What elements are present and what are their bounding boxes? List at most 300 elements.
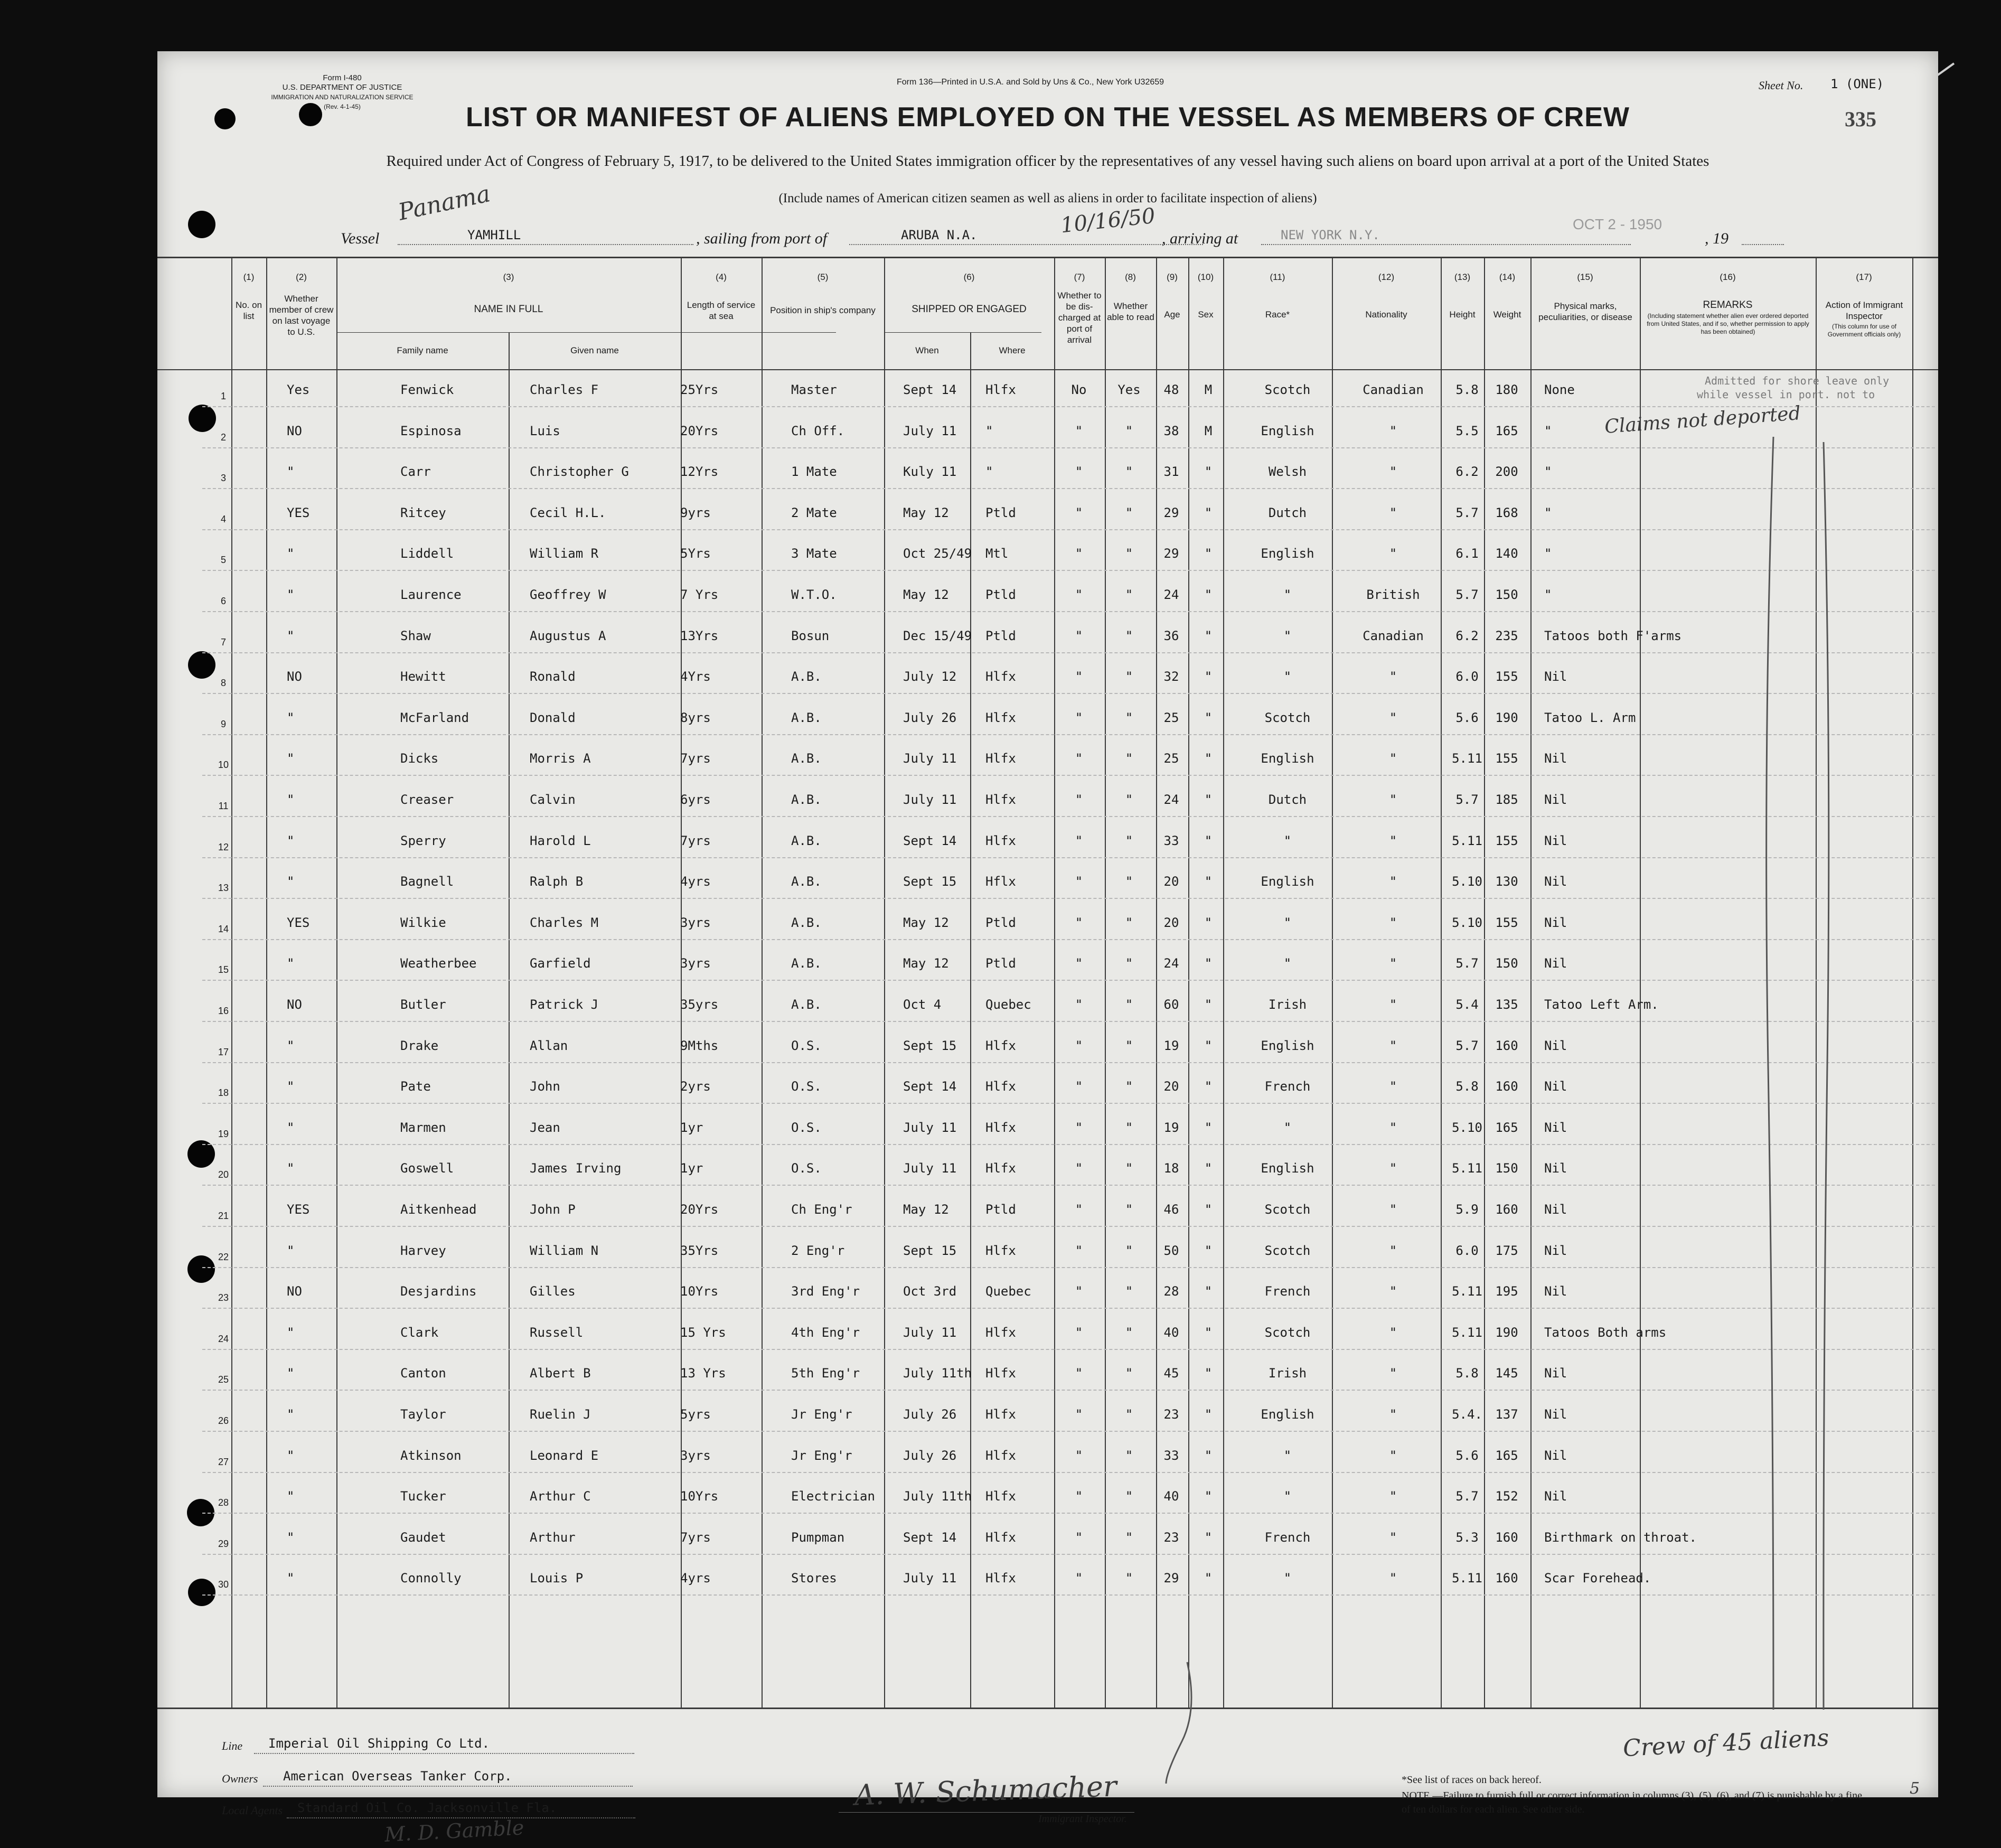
height-cell: 5.4 bbox=[1455, 997, 1479, 1012]
engaged-where-cell: Hlfx bbox=[985, 833, 1016, 848]
service-length-cell: 3yrs bbox=[680, 956, 711, 971]
position-cell: Ch Eng'r bbox=[791, 1202, 852, 1217]
crew-table-body bbox=[157, 51, 1938, 1797]
nationality-cell: " bbox=[1389, 1120, 1397, 1135]
able-read-cell: " bbox=[1125, 1079, 1133, 1094]
engaged-when-cell: Sept 14 bbox=[903, 833, 957, 848]
race-cell: " bbox=[1283, 669, 1292, 684]
physical-marks-cell: Tatoos both F'arms bbox=[1544, 628, 1682, 643]
row-number: 7 bbox=[220, 636, 226, 648]
given-name-cell: Geoffrey W bbox=[530, 587, 606, 602]
given-name-cell: Calvin bbox=[530, 792, 576, 807]
owners-underline bbox=[263, 1786, 633, 1787]
given-name-cell: Arthur bbox=[530, 1530, 576, 1545]
physical-marks-cell: Tatoos Both arms bbox=[1544, 1325, 1667, 1340]
row-rule bbox=[202, 1226, 1935, 1227]
manifest-sheet bbox=[157, 51, 1938, 1846]
age-cell: 24 bbox=[1163, 792, 1179, 807]
row-number: 2 bbox=[220, 431, 226, 443]
col-num: (5) bbox=[817, 272, 829, 282]
position-cell: 2 Mate bbox=[791, 505, 837, 520]
nationality-cell: " bbox=[1389, 1202, 1397, 1217]
discharged-cell: " bbox=[1075, 628, 1083, 643]
page-subtitle-note: (Include names of American citizen seamen as well as aliens in order to facilitate inspection of aliens) bbox=[778, 191, 1317, 205]
row-number: 23 bbox=[218, 1292, 229, 1303]
given-name-cell: Charles M bbox=[530, 915, 599, 930]
position-cell: Master bbox=[791, 382, 837, 397]
able-read-cell: " bbox=[1125, 792, 1133, 807]
able-read-cell: " bbox=[1125, 1448, 1133, 1463]
given-name-cell: Ralph B bbox=[530, 874, 584, 889]
prior-voyage-cell: " bbox=[287, 1571, 295, 1586]
family-name-cell: Wilkie bbox=[400, 915, 446, 930]
physical-marks-cell: " bbox=[1544, 587, 1552, 602]
height-cell: 6.0 bbox=[1455, 1243, 1479, 1258]
family-name-cell: Pate bbox=[400, 1079, 431, 1094]
engaged-when-cell: Sept 15 bbox=[903, 1243, 957, 1258]
row-number: 12 bbox=[218, 841, 229, 852]
nationality-cell: " bbox=[1389, 956, 1397, 971]
table-row bbox=[157, 1476, 1938, 1517]
table-row bbox=[157, 452, 1938, 492]
table-row bbox=[157, 1312, 1938, 1353]
race-cell: Dutch bbox=[1268, 505, 1307, 520]
sex-cell: " bbox=[1204, 1325, 1213, 1340]
prior-voyage-cell: " bbox=[287, 1079, 295, 1094]
family-name-cell: Connolly bbox=[400, 1571, 462, 1586]
family-name-cell: Fenwick bbox=[400, 382, 454, 397]
engaged-where-cell: Ptld bbox=[985, 1202, 1016, 1217]
engaged-when-cell: July 11 bbox=[903, 1120, 957, 1135]
discharged-cell: " bbox=[1075, 915, 1083, 930]
given-name-cell: Ronald bbox=[530, 669, 576, 684]
nationality-cell: " bbox=[1389, 669, 1397, 684]
service-length-cell: 10Yrs bbox=[680, 1489, 719, 1504]
prior-voyage-cell: " bbox=[287, 1120, 295, 1135]
family-name-cell: Espinosa bbox=[400, 423, 462, 438]
age-cell: 50 bbox=[1163, 1243, 1179, 1258]
engaged-when-cell: July 26 bbox=[903, 1407, 957, 1422]
able-read-cell: " bbox=[1125, 587, 1133, 602]
engaged-when-cell: Oct 3rd bbox=[903, 1284, 957, 1299]
family-name-cell: Liddell bbox=[400, 546, 454, 561]
remarks-handwritten: Claims not deported bbox=[1604, 402, 1801, 438]
service-length-cell: 4yrs bbox=[680, 874, 711, 889]
service-length-cell: 13Yrs bbox=[680, 628, 719, 643]
weight-cell: 160 bbox=[1495, 1571, 1518, 1586]
sex-cell: " bbox=[1204, 1489, 1213, 1504]
nationality-cell: " bbox=[1389, 1161, 1397, 1176]
race-cell: English bbox=[1261, 546, 1314, 561]
agents-underline bbox=[287, 1817, 635, 1818]
family-name-cell: Ritcey bbox=[400, 505, 446, 520]
service-length-cell: 35yrs bbox=[680, 997, 719, 1012]
race-cell: English bbox=[1261, 751, 1314, 766]
weight-cell: 130 bbox=[1495, 874, 1518, 889]
col-num: (17) bbox=[1856, 272, 1872, 282]
height-cell: 5.11 bbox=[1452, 1284, 1482, 1299]
nationality-cell: " bbox=[1389, 997, 1397, 1012]
family-name-cell: Goswell bbox=[400, 1161, 454, 1176]
arrival-date-stamp: OCT 2 - 1950 bbox=[1573, 216, 1662, 232]
table-row bbox=[157, 821, 1938, 861]
engaged-where-cell: Hlfx bbox=[985, 1489, 1016, 1504]
given-name-cell: Garfield bbox=[530, 956, 591, 971]
row-rule bbox=[202, 816, 1935, 817]
col-header-remarks-note: (Including statement whether alien ever ordered deported from United States, and if so, whether permission to apply has been obtained) bbox=[1647, 312, 1809, 335]
row-rule bbox=[202, 1308, 1935, 1309]
col-num: (9) bbox=[1167, 272, 1178, 282]
nationality-cell: " bbox=[1389, 792, 1397, 807]
race-cell: Scotch bbox=[1264, 382, 1311, 397]
row-number: 1 bbox=[220, 391, 226, 401]
row-rule bbox=[202, 857, 1935, 858]
given-name-cell: Donald bbox=[530, 710, 576, 725]
age-cell: 48 bbox=[1163, 382, 1179, 397]
printer-line: Form 136—Printed in U.S.A. and Sold by Uns & Co., New York U32659 bbox=[897, 78, 1164, 87]
discharged-cell: " bbox=[1075, 1366, 1083, 1381]
height-cell: 5.4. bbox=[1452, 1407, 1482, 1422]
nationality-cell: " bbox=[1389, 915, 1397, 930]
weight-cell: 155 bbox=[1495, 751, 1518, 766]
weight-cell: 150 bbox=[1495, 956, 1518, 971]
sex-cell: " bbox=[1204, 915, 1213, 930]
col-header-shipped: SHIPPED OR ENGAGED bbox=[912, 304, 1027, 315]
col-num: (6) bbox=[963, 272, 975, 282]
form-revision: (Rev. 4-1-45) bbox=[324, 103, 361, 110]
row-number: 3 bbox=[220, 473, 226, 484]
able-read-cell: " bbox=[1125, 956, 1133, 971]
col-header-length: Length of service at sea bbox=[687, 300, 756, 321]
weight-cell: 165 bbox=[1495, 1120, 1518, 1135]
weight-cell: 160 bbox=[1495, 1038, 1518, 1053]
row-number: 27 bbox=[218, 1456, 229, 1467]
given-name-cell: Arthur C bbox=[530, 1489, 591, 1504]
engaged-where-cell: Hlfx bbox=[985, 710, 1016, 725]
given-name-cell: Luis bbox=[530, 423, 560, 438]
service-length-cell: 3yrs bbox=[680, 1448, 711, 1463]
row-rule bbox=[202, 488, 1935, 489]
service-length-cell: 8yrs bbox=[680, 710, 711, 725]
prior-voyage-cell: " bbox=[287, 546, 295, 561]
able-read-cell: " bbox=[1125, 423, 1133, 438]
engaged-when-cell: July 11 bbox=[903, 1161, 957, 1176]
engaged-where-cell: " bbox=[985, 423, 993, 438]
inspector-signature: A. W. Schumacher bbox=[854, 1769, 1117, 1812]
col-num: (8) bbox=[1125, 272, 1136, 282]
discharged-cell: " bbox=[1075, 997, 1083, 1012]
prior-voyage-cell: " bbox=[287, 1489, 295, 1504]
engaged-when-cell: May 12 bbox=[903, 587, 949, 602]
sheet-label: Sheet No. bbox=[1759, 79, 1803, 92]
date-handwritten: 10/16/50 bbox=[1059, 203, 1157, 238]
height-cell: 5.7 bbox=[1455, 1038, 1479, 1053]
engaged-where-cell: Hlfx bbox=[985, 1325, 1016, 1340]
engaged-where-cell: Hlfx bbox=[985, 1079, 1016, 1094]
prior-voyage-cell: Yes bbox=[287, 382, 310, 397]
position-cell: O.S. bbox=[791, 1161, 822, 1176]
discharged-cell: " bbox=[1075, 710, 1083, 725]
races-note: *See list of races on back hereof. bbox=[1402, 1774, 1542, 1786]
height-cell: 5.8 bbox=[1455, 1079, 1479, 1094]
family-name-cell: Atkinson bbox=[400, 1448, 462, 1463]
col-num: (10) bbox=[1197, 272, 1214, 282]
col-num: (4) bbox=[716, 272, 727, 282]
physical-marks-cell: Nil bbox=[1544, 792, 1567, 807]
given-name-cell: Jean bbox=[530, 1120, 560, 1135]
weight-cell: 145 bbox=[1495, 1366, 1518, 1381]
service-length-cell: 4yrs bbox=[680, 1571, 711, 1586]
col-header-read: Whether able to read bbox=[1107, 301, 1154, 322]
physical-marks-cell: None bbox=[1544, 382, 1575, 397]
discharged-cell: " bbox=[1075, 464, 1083, 480]
prior-voyage-cell: " bbox=[287, 1161, 295, 1176]
row-number: 17 bbox=[218, 1046, 229, 1057]
position-cell: 3rd Eng'r bbox=[791, 1284, 860, 1299]
sex-cell: " bbox=[1204, 1120, 1213, 1135]
row-number: 20 bbox=[218, 1169, 229, 1180]
service-length-cell: 2yrs bbox=[680, 1079, 711, 1094]
age-cell: 29 bbox=[1163, 1571, 1179, 1586]
race-cell: " bbox=[1283, 1120, 1292, 1135]
race-cell: Welsh bbox=[1268, 464, 1307, 480]
race-cell: " bbox=[1283, 833, 1292, 848]
given-name-cell: Allan bbox=[530, 1038, 568, 1053]
age-cell: 32 bbox=[1163, 669, 1179, 684]
age-cell: 20 bbox=[1163, 1079, 1179, 1094]
weight-cell: 180 bbox=[1495, 382, 1518, 397]
flag-handwritten: Panama bbox=[396, 180, 493, 226]
position-cell: A.B. bbox=[791, 956, 822, 971]
engaged-where-cell: Hlfx bbox=[985, 1571, 1016, 1586]
given-name-cell: Harold L bbox=[530, 833, 591, 848]
sex-cell: " bbox=[1204, 1243, 1213, 1258]
row-number: 30 bbox=[218, 1579, 229, 1590]
engaged-where-cell: Quebec bbox=[985, 1284, 1031, 1299]
able-read-cell: " bbox=[1125, 1284, 1133, 1299]
row-rule bbox=[202, 898, 1935, 899]
discharged-cell: " bbox=[1075, 669, 1083, 684]
position-cell: A.B. bbox=[791, 874, 822, 889]
position-cell: O.S. bbox=[791, 1079, 822, 1094]
prior-voyage-cell: " bbox=[287, 956, 295, 971]
weight-cell: 160 bbox=[1495, 1530, 1518, 1545]
table-row bbox=[157, 1066, 1938, 1107]
weight-cell: 135 bbox=[1495, 997, 1518, 1012]
given-name-cell: William N bbox=[530, 1243, 599, 1258]
family-name-cell: Clark bbox=[400, 1325, 439, 1340]
engaged-when-cell: July 11 bbox=[903, 1571, 957, 1586]
weight-cell: 140 bbox=[1495, 546, 1518, 561]
physical-marks-cell: Nil bbox=[1544, 833, 1567, 848]
row-rule bbox=[202, 1144, 1935, 1145]
sex-cell: " bbox=[1204, 1530, 1213, 1545]
row-number: 26 bbox=[218, 1415, 229, 1426]
able-read-cell: " bbox=[1125, 1366, 1133, 1381]
prior-voyage-cell: " bbox=[287, 587, 295, 602]
engaged-where-cell: Hlfx bbox=[985, 1448, 1016, 1463]
position-cell: 5th Eng'r bbox=[791, 1366, 860, 1381]
row-rule bbox=[202, 1594, 1935, 1596]
sex-cell: " bbox=[1204, 710, 1213, 725]
col-header-action: Action of Immigrant Inspector bbox=[1825, 300, 1903, 321]
weight-cell: 155 bbox=[1495, 669, 1518, 684]
service-length-cell: 5Yrs bbox=[680, 546, 711, 561]
nationality-cell: " bbox=[1389, 1038, 1397, 1053]
discharged-cell: " bbox=[1075, 1243, 1083, 1258]
position-cell: A.B. bbox=[791, 915, 822, 930]
physical-marks-cell: Nil bbox=[1544, 751, 1567, 766]
nationality-cell: " bbox=[1389, 423, 1397, 438]
discharged-cell: " bbox=[1075, 833, 1083, 848]
engaged-where-cell: Hlfx bbox=[985, 751, 1016, 766]
height-cell: 5.3 bbox=[1455, 1530, 1479, 1545]
arriving-label: , arriving at bbox=[1162, 230, 1238, 247]
engaged-when-cell: July 11th bbox=[903, 1366, 972, 1381]
race-cell: Irish bbox=[1268, 997, 1307, 1012]
height-cell: 5.11 bbox=[1452, 751, 1482, 766]
sex-cell: " bbox=[1204, 1366, 1213, 1381]
nationality-cell: " bbox=[1389, 1366, 1397, 1381]
given-name-cell: Patrick J bbox=[530, 997, 599, 1012]
family-name-cell: Taylor bbox=[400, 1407, 446, 1422]
row-number: 11 bbox=[218, 801, 229, 811]
physical-marks-cell: Nil bbox=[1544, 1079, 1567, 1094]
race-cell: English bbox=[1261, 874, 1314, 889]
race-cell: Scotch bbox=[1264, 1243, 1311, 1258]
col-num: (2) bbox=[296, 272, 307, 282]
height-cell: 5.7 bbox=[1455, 587, 1479, 602]
discharged-cell: " bbox=[1075, 874, 1083, 889]
age-cell: 24 bbox=[1163, 956, 1179, 971]
weight-cell: 185 bbox=[1495, 792, 1518, 807]
age-cell: 25 bbox=[1163, 710, 1179, 725]
age-cell: 60 bbox=[1163, 997, 1179, 1012]
engaged-where-cell: Hlfx bbox=[985, 1120, 1016, 1135]
engaged-when-cell: May 12 bbox=[903, 505, 949, 520]
discharged-cell: " bbox=[1075, 956, 1083, 971]
inspector-underline bbox=[839, 1812, 1134, 1813]
discharged-cell: " bbox=[1075, 1407, 1083, 1422]
nationality-cell: " bbox=[1389, 464, 1397, 480]
owners-label: Owners bbox=[222, 1772, 258, 1785]
race-cell: Dutch bbox=[1268, 792, 1307, 807]
family-name-cell: Creaser bbox=[400, 792, 454, 807]
age-cell: 29 bbox=[1163, 546, 1179, 561]
row-number: 13 bbox=[218, 883, 229, 894]
col-header-discharged: Whether to be dis- charged at port of arrival bbox=[1057, 290, 1102, 345]
row-rule bbox=[202, 1267, 1935, 1268]
able-read-cell: " bbox=[1125, 669, 1133, 684]
able-read-cell: " bbox=[1125, 833, 1133, 848]
race-cell: French bbox=[1264, 1284, 1311, 1299]
given-name-cell: John P bbox=[530, 1202, 576, 1217]
sex-cell: " bbox=[1204, 505, 1213, 520]
height-cell: 5.6 bbox=[1455, 1448, 1479, 1463]
able-read-cell: " bbox=[1125, 1120, 1133, 1135]
physical-marks-cell: Scar Forehead. bbox=[1544, 1571, 1651, 1586]
row-rule bbox=[202, 1554, 1935, 1555]
able-read-cell: " bbox=[1125, 505, 1133, 520]
weight-cell: 195 bbox=[1495, 1284, 1518, 1299]
weight-cell: 152 bbox=[1495, 1489, 1518, 1504]
service-length-cell: 5yrs bbox=[680, 1407, 711, 1422]
weight-cell: 190 bbox=[1495, 1325, 1518, 1340]
row-rule bbox=[202, 775, 1935, 776]
race-cell: " bbox=[1283, 628, 1292, 643]
service-length-cell: 6yrs bbox=[680, 792, 711, 807]
sex-cell: " bbox=[1204, 997, 1213, 1012]
family-name-cell: Harvey bbox=[400, 1243, 446, 1258]
nationality-cell: " bbox=[1389, 874, 1397, 889]
row-number: 21 bbox=[218, 1211, 229, 1221]
nationality-cell: " bbox=[1389, 1284, 1397, 1299]
age-cell: 40 bbox=[1163, 1325, 1179, 1340]
arriving-port: NEW YORK N.Y. bbox=[1281, 228, 1380, 242]
able-read-cell: " bbox=[1125, 546, 1133, 561]
prior-voyage-cell: YES bbox=[287, 1202, 310, 1217]
discharged-cell: " bbox=[1075, 423, 1083, 438]
discharged-cell: No bbox=[1071, 382, 1087, 397]
row-number: 4 bbox=[220, 513, 226, 524]
race-cell: English bbox=[1261, 423, 1314, 438]
weight-cell: 175 bbox=[1495, 1243, 1518, 1258]
age-cell: 31 bbox=[1163, 464, 1179, 480]
race-cell: English bbox=[1261, 1407, 1314, 1422]
race-cell: " bbox=[1283, 915, 1292, 930]
family-name-cell: Carr bbox=[400, 464, 431, 480]
col-num: (3) bbox=[503, 272, 514, 282]
col-num: (15) bbox=[1577, 272, 1593, 282]
physical-marks-cell: Nil bbox=[1544, 1243, 1567, 1258]
discharged-cell: " bbox=[1075, 1530, 1083, 1545]
race-cell: English bbox=[1261, 1038, 1314, 1053]
col-header-weight: Weight bbox=[1493, 309, 1521, 320]
height-cell: 6.2 bbox=[1455, 464, 1479, 480]
position-cell: Bosun bbox=[791, 628, 830, 643]
able-read-cell: " bbox=[1125, 1161, 1133, 1176]
engaged-when-cell: Oct 25/49 bbox=[903, 546, 972, 561]
position-cell: A.B. bbox=[791, 669, 822, 684]
row-rule bbox=[202, 1062, 1935, 1063]
sex-cell: " bbox=[1204, 587, 1213, 602]
line-value: Imperial Oil Shipping Co Ltd. bbox=[268, 1736, 490, 1751]
col-header-race: Race* bbox=[1265, 309, 1290, 320]
age-cell: 36 bbox=[1163, 628, 1179, 643]
age-cell: 20 bbox=[1163, 874, 1179, 889]
age-cell: 25 bbox=[1163, 751, 1179, 766]
height-cell: 5.11 bbox=[1452, 1325, 1482, 1340]
family-name-cell: Butler bbox=[400, 997, 446, 1012]
engaged-where-cell: Hlfx bbox=[985, 1161, 1016, 1176]
row-rule bbox=[202, 980, 1935, 981]
weight-cell: 235 bbox=[1495, 628, 1518, 643]
crew-count-note: Crew of 45 aliens bbox=[1622, 1724, 1830, 1762]
race-cell: Scotch bbox=[1264, 1202, 1311, 1217]
row-rule bbox=[202, 693, 1935, 694]
nationality-cell: " bbox=[1389, 710, 1397, 725]
height-cell: 5.10 bbox=[1452, 1120, 1482, 1135]
table-row bbox=[157, 493, 1938, 533]
col-header-where: Where bbox=[999, 345, 1026, 355]
pen-stroke bbox=[1155, 1657, 1219, 1789]
page-subtitle: Required under Act of Congress of February 5, 1917, to be delivered to the United States immigration officer by the representatives of any vessel having such aliens on board upon arrival at a port of the United States bbox=[386, 153, 1709, 170]
nationality-cell: " bbox=[1389, 1571, 1397, 1586]
weight-cell: 150 bbox=[1495, 1161, 1518, 1176]
nationality-cell: " bbox=[1389, 1243, 1397, 1258]
family-name-cell: Marmen bbox=[400, 1120, 446, 1135]
sheet-number: 1 (ONE) bbox=[1830, 77, 1884, 91]
